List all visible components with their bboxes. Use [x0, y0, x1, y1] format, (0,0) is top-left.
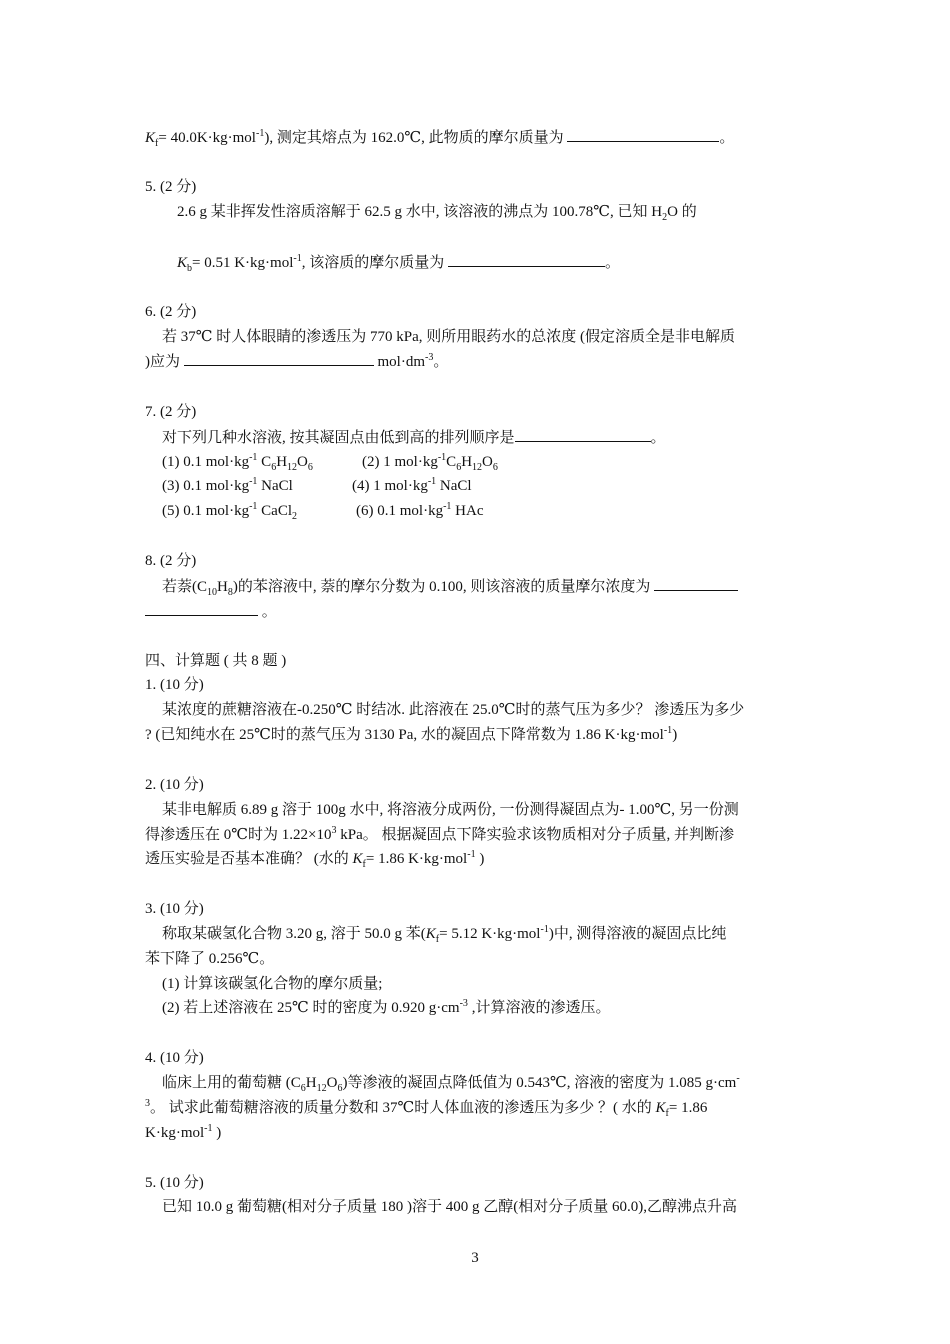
text: ,计算溶液的渗透压。: [467, 1000, 611, 1016]
text: K·kg·mol: [145, 1125, 205, 1141]
text: (2) 1 mol·kg: [362, 454, 438, 470]
question-text: [145, 351, 448, 372]
superscript: -1: [293, 253, 302, 264]
question-header: 1. (10 分): [145, 677, 204, 693]
text: HAc: [451, 503, 484, 519]
question-text: [162, 924, 726, 944]
subscript: 10: [207, 587, 218, 598]
question-text: 某浓度的蔗糖溶液在-0.250℃ 时结冰. 此溶液在 25.0℃时的蒸气压为多少？ 渗透压为多少: [162, 702, 745, 718]
section-title: 四、计算题 ( 共 8 题 ): [145, 653, 287, 669]
text: H: [276, 454, 288, 470]
question-text: [145, 1123, 221, 1143]
text: CaCl: [257, 503, 293, 519]
text: NaCl: [257, 478, 293, 494]
text: )等渗液的凝固点降低值为 0.543℃, 溶液的密度为 1.085 g·cm: [342, 1075, 737, 1091]
subscript: f: [665, 1108, 669, 1119]
superscript: -1: [255, 128, 265, 139]
question-header: 5. (10 分): [145, 1175, 204, 1191]
superscript: -3: [459, 998, 468, 1009]
text: 透压实验是否基本准确？ (水的: [145, 851, 353, 867]
text: = 5.12 K·kg·mol: [439, 926, 541, 942]
text: = 1.86 K·kg·mol: [365, 851, 468, 867]
superscript: -1: [467, 849, 476, 860]
text: (1) 0.1 mol·kg: [162, 454, 250, 470]
question-header: 4. (10 分): [145, 1050, 204, 1066]
subscript: 8: [227, 587, 233, 598]
answer-blank[interactable]: [448, 252, 605, 267]
text: )中, 测得溶液的凝固点比纯: [548, 926, 727, 942]
text: 临床上用的葡萄糖 (C: [162, 1075, 301, 1091]
answer-blank[interactable]: [567, 127, 719, 142]
subscript: 6: [300, 1083, 306, 1094]
text: 称取某碳氢化合物 3.20 g, 溶于 50.0 g 苯(: [162, 926, 426, 942]
question-text: [145, 601, 277, 622]
text: 。: [258, 604, 277, 620]
kf-symbol: K: [352, 851, 363, 867]
text: )的苯溶液中, 萘的摩尔分数为 0.100, 则该溶液的质量摩尔浓度为: [232, 579, 655, 595]
question-text: [162, 427, 666, 448]
text: H: [305, 1075, 317, 1091]
subscript: 6: [492, 462, 498, 473]
kb-symbol: K: [177, 255, 188, 271]
superscript: -1: [540, 924, 549, 935]
question-text: [177, 252, 620, 273]
q4-tail-line: [145, 127, 734, 148]
superscript: 3: [331, 825, 337, 836]
kf-symbol: K: [425, 926, 436, 942]
superscript: -3: [425, 352, 434, 363]
option-item: [162, 452, 313, 472]
text: 。: [719, 130, 735, 146]
subscript: b: [187, 263, 193, 274]
text: ): [212, 1125, 222, 1141]
question-header: 3. (10 分): [145, 901, 204, 917]
text: O: [482, 454, 493, 470]
superscript: -1: [443, 501, 452, 512]
text: ), 测定其熔点为 162.0℃, 此物质的摩尔质量为: [264, 130, 568, 146]
text: NaCl: [436, 478, 472, 494]
kf-symbol: K: [145, 130, 156, 146]
text: O: [326, 1075, 338, 1091]
text: = 40.0K·kg·mol: [158, 130, 256, 146]
superscript: -1: [249, 501, 258, 512]
text: (6) 0.1 mol·kg: [356, 503, 444, 519]
option-item: [162, 501, 297, 521]
superscript: -1: [204, 1123, 213, 1134]
subscript: 2: [662, 212, 668, 223]
kf-symbol: K: [655, 1100, 666, 1116]
answer-blank[interactable]: [654, 576, 738, 591]
subscript: 12: [287, 462, 298, 473]
text: (4) 1 mol·kg: [352, 478, 428, 494]
subscript: 6: [456, 462, 462, 473]
subscript: 6: [307, 462, 313, 473]
subscript: 12: [472, 462, 483, 473]
question-header: 6. (2 分): [145, 304, 197, 320]
text: (2) 若上述溶液在 25℃ 时的密度为 0.920 g·cm: [162, 1000, 460, 1016]
answer-blank[interactable]: [145, 601, 258, 616]
superscript: -1: [427, 476, 437, 487]
option-item: [162, 476, 293, 496]
text: H: [461, 454, 473, 470]
question-text: [177, 202, 697, 222]
text: 2.6 g 某非挥发性溶质溶解于 62.5 g 水中, 该溶液的沸点为 100.78℃, 已知 H: [177, 204, 663, 220]
question-text: [145, 725, 677, 745]
answer-blank[interactable]: [184, 351, 374, 366]
option-item: [356, 501, 484, 521]
question-header: 5. (2 分): [145, 179, 197, 195]
question-header: 7. (2 分): [145, 404, 197, 420]
text: C: [446, 454, 457, 470]
option-item: [352, 476, 472, 496]
text: , 该溶质的摩尔质量为: [301, 255, 448, 271]
question-text: 苯下降了 0.256℃。: [145, 951, 275, 967]
superscript: 3: [145, 1098, 150, 1109]
text: 。 试求此葡萄糖溶液的质量分数和 37℃时人体血液的渗透压为多少 ？( 水的: [150, 1100, 656, 1116]
text: 。: [650, 430, 666, 446]
text: O: [297, 454, 308, 470]
text: C: [257, 454, 272, 470]
text: kPa。 根据凝固点下降实验求该物质相对分子质量, 并判断渗: [336, 827, 735, 843]
question-text: [162, 1073, 740, 1093]
page-number: 3: [471, 1250, 479, 1266]
subscript: 12: [316, 1083, 327, 1094]
text: O 的: [667, 204, 697, 220]
subscript: 6: [271, 462, 277, 473]
subscript: 2: [292, 511, 298, 522]
question-text: [162, 998, 610, 1018]
superscript: -1: [663, 725, 673, 736]
question-header: 8. (2 分): [145, 553, 197, 569]
question-text: [145, 1098, 707, 1118]
text: = 0.51 K·kg·mol: [192, 255, 294, 271]
subscript: 6: [337, 1083, 343, 1094]
text: H: [217, 579, 228, 595]
text: 得渗透压在 0℃时为 1.22×10: [145, 827, 332, 843]
question-text: 某非电解质 6.89 g 溶于 100g 水中, 将溶液分成两份, 一份测得凝固点为- 1.00℃, 另一份测: [162, 802, 739, 818]
superscript: -1: [249, 476, 258, 487]
text: 若萘(C: [162, 579, 208, 595]
text: = 1.86: [668, 1100, 708, 1116]
question-text: (1) 计算该碳氢化合物的摩尔质量;: [162, 976, 383, 992]
question-text: [145, 825, 734, 845]
question-header: 2. (10 分): [145, 777, 204, 793]
text: (3) 0.1 mol·kg: [162, 478, 250, 494]
question-text: 若 37℃ 时人体眼睛的渗透压为 770 kPa, 则所用眼药水的总浓度 (假定溶质全是非电解质: [162, 329, 736, 345]
text: ? (已知纯水在 25℃时的蒸气压为 3130 Pa, 水的凝固点下降常数为 1.86 K·kg·mol: [145, 727, 664, 743]
text: mol·dm: [373, 354, 425, 370]
text: (5) 0.1 mol·kg: [162, 503, 250, 519]
text: 对下列几种水溶液, 按其凝固点由低到高的排列顺序是: [162, 430, 515, 446]
text: ): [475, 851, 485, 867]
superscript: -1: [437, 452, 447, 463]
answer-blank[interactable]: [515, 427, 651, 442]
subscript: f: [362, 859, 366, 870]
question-text: [145, 849, 484, 869]
text: )应为: [145, 354, 184, 370]
question-text: [162, 576, 738, 597]
superscript: -1: [249, 452, 258, 463]
text: ): [672, 727, 678, 743]
option-item: [362, 452, 498, 472]
subscript: f: [435, 934, 440, 945]
kf-subscript: f: [155, 138, 159, 149]
superscript: -: [736, 1073, 740, 1084]
text: 。: [433, 354, 449, 370]
question-text: 已知 10.0 g 葡萄糖(相对分子质量 180 )溶于 400 g 乙醇(相对分子质量 60.0),乙醇沸点升高: [162, 1199, 737, 1215]
text: 。: [605, 255, 621, 271]
